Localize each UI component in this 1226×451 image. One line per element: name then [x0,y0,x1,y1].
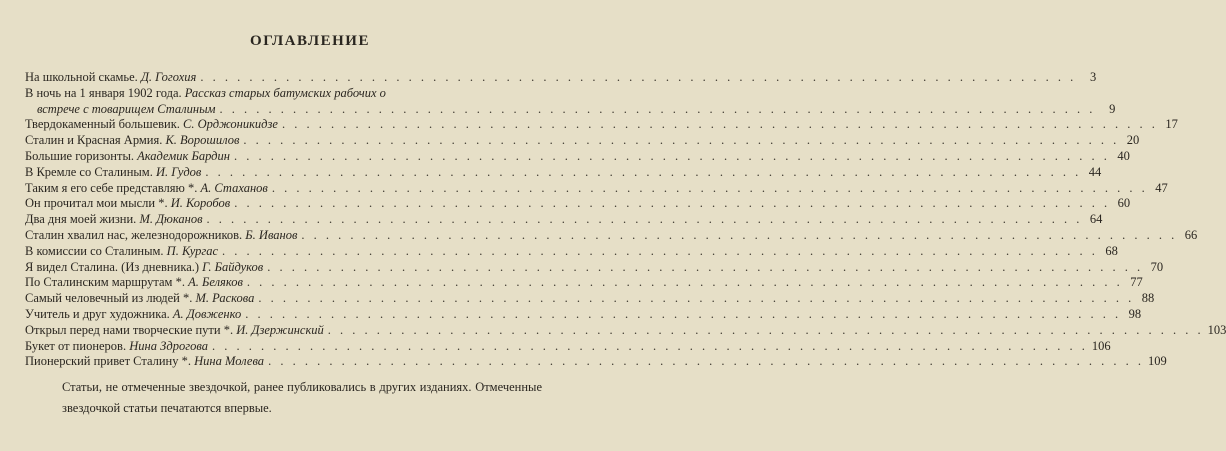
toc-entry-author: И. Коробов [170,196,231,211]
dot-leader [245,307,1121,323]
toc-entry-page: 47 [1155,180,1168,195]
dot-leader [301,228,1177,244]
toc-entry-author: М. Раскова [195,291,255,306]
toc-entry-text [25,323,324,339]
toc-entry-page: 64 [1089,212,1103,227]
toc-entry-text [25,339,208,355]
toc-entry [25,85,1116,118]
toc-entry-title: Я видел Сталина. (Из дневника.) [25,259,200,274]
dot-leader [328,323,1204,339]
toc-entry-text [25,291,254,307]
toc-entry-title: Твердокаменный большевик. [25,117,180,132]
toc-entry-text [25,307,241,323]
toc-entry-text [25,228,297,244]
toc-entry [25,306,1142,323]
toc-entry-author: Нина Молева [194,354,265,369]
toc-entry-title: Он прочитал мои мысли *. [25,196,168,211]
dot-leader [234,196,1110,212]
toc-entry-text [25,260,263,276]
toc-entry-author: С. Орджоникидзе [183,117,278,132]
toc-entry-page: 40 [1117,148,1130,163]
toc-entry-author: И. Гудов [155,164,202,179]
toc-entry-text [25,70,196,86]
toc-entry-author: К. Ворошилов [165,133,240,148]
toc-entry-author: М. Дюканов [139,212,203,227]
toc-entry-text [25,275,243,291]
toc-entry-author: Рассказ старых батумских рабочих о [184,85,386,100]
toc-entry-line [25,86,595,102]
toc-entry [25,322,1226,339]
toc-entry [25,338,1111,355]
toc-entry-title: Пионерский привет Сталину *. [25,354,191,369]
dot-leader [205,165,1081,181]
toc-entry-title: Открыл перед нами творческие пути *. [25,322,234,337]
toc-entry-author: Нина Здрогова [129,338,208,353]
toc-entry-author: А. Беляков [188,275,243,290]
dot-leader [282,117,1158,133]
toc-entry-text [25,133,239,149]
toc-entry-title: На школьной скамье. [25,70,138,84]
toc-entry [25,275,1143,291]
toc-entry-line [25,101,1116,118]
toc-entry-text [25,117,278,133]
toc-entry-author: Б. Иванов [245,227,298,242]
toc-entry-page: 109 [1147,354,1167,369]
dot-leader [258,291,1134,307]
toc-entry-title: Сталин хвалил нас, железнодорожников. [25,227,243,242]
toc-entry-text [25,165,201,181]
toc-entry [25,354,1167,370]
toc-entry-page: 68 [1105,243,1118,258]
toc-entry-page: 88 [1141,291,1155,306]
dot-leader [243,133,1119,149]
toc-entry-text [25,354,264,370]
dot-leader [207,212,1083,228]
toc-entry-author: Академик Бардин [137,148,230,163]
toc-entry-text [25,212,203,228]
toc-entry [25,164,1102,181]
dot-leader [272,181,1148,197]
dot-leader [222,244,1098,260]
toc-entry-title: Самый человечный из людей *. [25,291,193,306]
toc-entry-page: 3 [1089,70,1097,84]
toc-entry [25,243,1118,260]
toc-entry-page: 103 [1207,322,1226,337]
toc-entry [25,291,1155,307]
toc-entry [25,70,1097,86]
dot-leader [212,339,1088,355]
dot-leader [234,149,1110,165]
toc-entry-page: 44 [1088,164,1102,179]
toc-entry [25,259,1164,276]
toc-entry [25,212,1103,228]
toc-entry-title: Учитель и друг художника. [25,306,170,321]
toc-entry-author: А. Довженко [172,306,242,321]
toc-entry-author-continued: встрече с товарищем Сталиным [37,101,216,116]
toc-entry-author: И. Дзержинский [236,322,324,337]
toc-entry-author: А. Стаханов [200,180,268,195]
page-title: ОГЛАВЛЕНИЕ [250,33,370,49]
toc-entry [25,180,1168,197]
toc-entry-author: Д. Гогохия [140,70,197,84]
toc-entry-text [25,196,230,212]
toc-entry-title: В комиссии со Сталиным. [25,243,164,258]
toc-entry-page: 20 [1126,133,1140,148]
toc-entry-title: Большие горизонты. [25,148,134,163]
toc-entry [25,148,1130,165]
toc-entry-author: Г. Байдуков [202,259,264,274]
toc-entry-title: Таким я его себе представляю *. [25,180,198,195]
toc-entry-title: В ночь на 1 января 1902 года. [25,85,182,100]
toc-entry-text [25,149,230,165]
toc-entry-text [25,181,268,197]
dot-leader [200,70,1076,86]
toc-entry [25,227,1198,244]
toc-entry-page: 9 [1109,101,1116,116]
toc-entry-title: По Сталинским маршрутам *. [25,275,185,290]
dot-leader [268,354,1144,370]
toc-entry-title: Букет от пионеров. [25,338,127,353]
dot-leader [267,260,1143,276]
toc-entry-title: В Кремле со Сталиным. [25,164,153,179]
toc-entry-page: 98 [1128,306,1142,321]
toc-entry [25,196,1131,212]
toc-entry [25,133,1140,149]
toc-entry-title: Два дня моей жизни. [25,212,137,227]
toc-entry [25,117,1178,133]
toc-entry-text [25,244,218,260]
toc-entry-page: 17 [1165,117,1178,132]
toc-entry-page: 106 [1091,338,1111,353]
toc-entry-page: 60 [1117,196,1131,211]
table-of-contents [25,70,1226,370]
toc-entry-page: 70 [1150,259,1164,274]
toc-entry-page: 66 [1184,227,1198,242]
footnote: Статьи, не отмеченные звездочкой, ранее публиковались в других изданиях. Отмеченные звездочкой статьи печатаются впервые. [62,380,542,415]
dot-leader [220,102,1096,118]
toc-entry-author: П. Кургас [166,243,219,258]
toc-entry-page: 77 [1130,275,1143,290]
dot-leader [247,275,1123,291]
toc-entry-title: Сталин и Красная Армия. [25,133,163,148]
